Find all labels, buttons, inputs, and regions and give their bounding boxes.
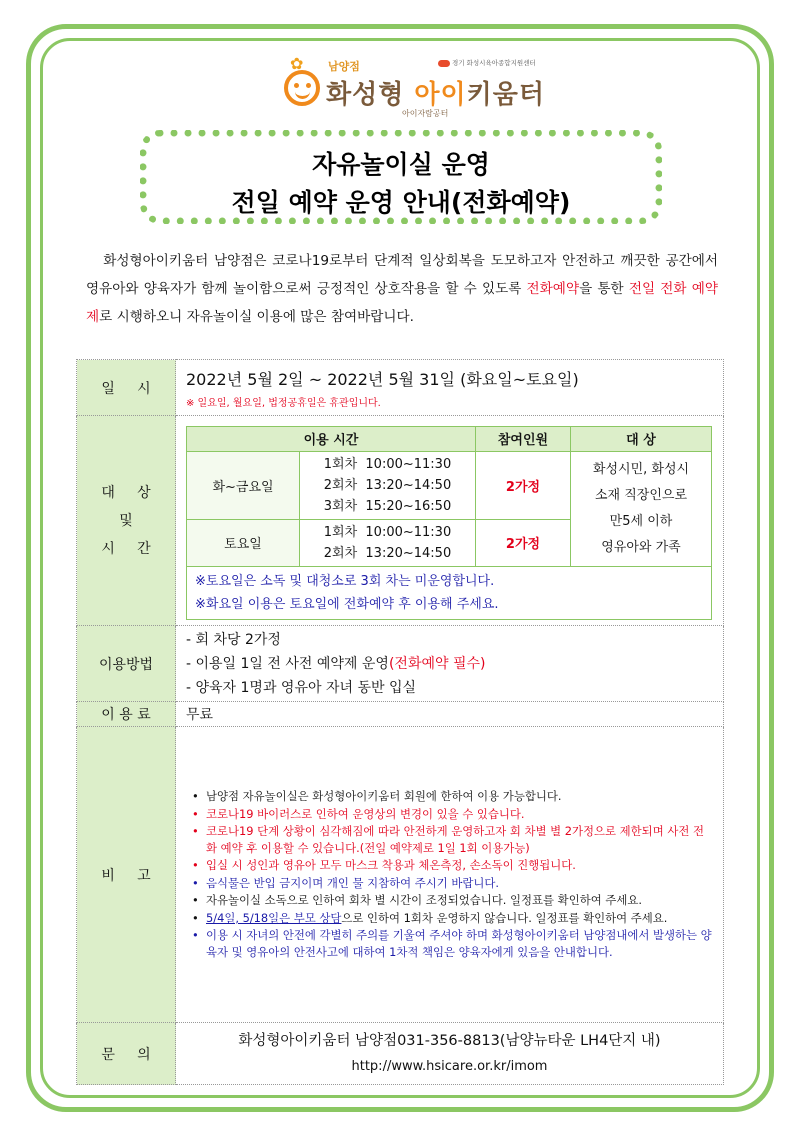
method-line-2b: (전화예약 필수)	[388, 655, 486, 672]
schedule-header	[187, 426, 712, 451]
saturday-label: 토요일	[187, 519, 300, 566]
saturday-session-1: 1회차 10:00~11:30	[323, 524, 452, 540]
row-date	[77, 360, 724, 416]
target-line-1: 화성시민, 화성시	[592, 461, 690, 477]
closed-note: ※ 일요일, 월요일, 법정공휴일은 휴관입니다.	[186, 397, 381, 409]
saturday-session-2: 2회차 13:20~14:50	[323, 545, 452, 561]
saturday-count: 2가정	[476, 519, 571, 566]
method-line-3: - 양육자 1명과 영유아 자녀 동반 입실	[186, 679, 416, 696]
smile-face-icon	[284, 70, 320, 106]
remark-7-highlight: 5/4일, 5/18일은 부모 상담	[206, 910, 342, 925]
row-method	[77, 626, 724, 702]
logo-name-b: 아이	[414, 80, 467, 110]
label-remarks: 비 고	[77, 727, 176, 1023]
target-line-2: 소재 직장인으로	[594, 487, 688, 503]
intro-text-3: 로 시행하오니 자유놀이실 이용에 많은 참여바랍니다.	[99, 309, 414, 325]
label-method: 이용방법	[77, 626, 176, 702]
schedule-table	[186, 426, 712, 567]
weekday-count: 2가정	[476, 451, 571, 519]
intro-text-2: 을 통한	[579, 281, 629, 297]
logo-subtitle: 아이자람공터	[402, 109, 449, 118]
info-table	[76, 359, 724, 1085]
row-target	[77, 416, 724, 626]
weekday-session-1: 1회차 10:00~11:30	[323, 456, 452, 472]
header-time: 이용 시간	[187, 426, 476, 451]
website-link[interactable]: http://www.hsicare.or.kr/imom	[351, 1058, 548, 1074]
remark-8: • 이용 시 자녀의 안전에 각별히 주의를 기울여 주셔야 하며 화성형아이키움터 남양점내에서 발생하는 양육자 및 영유아의 안전사고에 대하여 1차적 책임은 양육자에게 있음을 안내합니다.	[190, 927, 713, 960]
label-date: 일 시	[77, 360, 176, 416]
label-fee: 이 용 료	[77, 702, 176, 727]
tuesday-note: ※화요일 이용은 토요일에 전화예약 후 이용해 주세요.	[195, 596, 499, 612]
title-box	[140, 130, 662, 224]
label-contact: 문 의	[77, 1023, 176, 1085]
schedule-notes	[186, 567, 712, 620]
remark-4: • 입실 시 성인과 영유아 모두 마스크 착용과 체온측정, 손소독이 진행됩니다.	[190, 857, 713, 874]
method-cell	[176, 626, 724, 702]
org-name: 경기 화성시육아종합지원센터	[452, 59, 536, 67]
weekday-label: 화~금요일	[187, 451, 300, 519]
org-logo	[438, 58, 536, 67]
saturday-times	[300, 519, 476, 566]
row-contact	[77, 1023, 724, 1085]
saturday-note: ※토요일은 소독 및 대청소로 3회 차는 미운영합니다.	[195, 573, 495, 589]
logo-name-a: 화성형	[326, 80, 405, 110]
label-target-3: 시 간	[101, 540, 151, 557]
logo-name	[326, 74, 545, 111]
intro-highlight-2: 전일 전화 예약제	[86, 281, 718, 325]
target-description	[571, 451, 712, 566]
contact-info: 화성형아이키움터 남양점031-356-8813(남양뉴타운 LH4단지 내)	[238, 1032, 661, 1049]
method-line-2a: - 이용일 1일 전 사전 예약제 운영	[186, 655, 389, 672]
date-cell	[176, 360, 724, 416]
remark-3: • 코로나19 단계 상황이 심각해짐에 따라 안전하게 운영하고자 회 차별 별 2가정으로 제한되며 사전 전화 예약 후 이용할 수 있습니다.(전일 예약제로 1일 1회 이용가능)	[190, 823, 713, 856]
weekday-session-2: 2회차 13:20~14:50	[323, 477, 452, 493]
remark-7	[190, 910, 713, 927]
label-target	[77, 416, 176, 626]
logo	[278, 52, 546, 124]
remark-7-text: 으로 인하여 1회차 운영하지 않습니다. 일정표를 확인하여 주세요.	[341, 910, 668, 925]
sprout-icon: ✿	[290, 54, 304, 73]
method-line-2	[186, 652, 713, 676]
title-line-2: 전일 예약 운영 안내(전화예약)	[231, 188, 571, 217]
fee-value: 무료	[176, 702, 724, 727]
label-target-2: 및	[119, 512, 133, 529]
header-target: 대 상	[571, 426, 712, 451]
contact-cell	[176, 1023, 724, 1085]
row-fee	[77, 702, 724, 727]
logo-branch: 남양점	[328, 60, 360, 73]
remarks-list	[180, 788, 713, 960]
target-line-4: 영유아와 가족	[601, 539, 681, 555]
remark-1: • 남양점 자유놀이실은 화성형아이키움터 회원에 한하여 이용 가능합니다.	[190, 788, 713, 805]
remark-6: • 자유놀이실 소독으로 인하여 회차 별 시간이 조정되었습니다. 일정표를 확인하여 주세요.	[190, 892, 713, 909]
intro-paragraph	[86, 247, 718, 331]
row-remarks	[77, 727, 724, 1023]
org-mark-icon	[438, 60, 450, 67]
label-target-1: 대 상	[101, 484, 151, 501]
remark-2: • 코로나19 바이러스로 인하여 운영상의 변경이 있을 수 있습니다.	[190, 806, 713, 823]
schedule-row-weekday	[187, 451, 712, 519]
intro-highlight-1: 전화예약	[526, 281, 580, 297]
remark-5: • 음식물은 반입 금지이며 개인 물 지참하여 주시기 바랍니다.	[190, 875, 713, 892]
weekday-times	[300, 451, 476, 519]
schedule-cell	[176, 416, 724, 626]
logo-name-c: 키움터	[466, 80, 546, 110]
date-value: 2022년 5월 2일 ~ 2022년 5월 31일 (화요일~토요일)	[186, 369, 579, 389]
remarks-cell	[176, 727, 724, 1023]
method-line-1: - 회 차당 2가정	[186, 631, 281, 648]
intro-text-1: 화성형아이키움터 남양점은 코로나19로부터 단계적 일상회복을 도모하고자 안전하고 깨끗한 공간에서 영유아와 양육자가 함께 놀이함으로써 긍정적인 상호작용을 할 수 있도록	[86, 253, 718, 297]
title-line-1: 자유놀이실 운영	[312, 150, 490, 179]
header-count: 참여인원	[476, 426, 571, 451]
weekday-session-3: 3회차 15:20~16:50	[323, 498, 452, 514]
target-line-3: 만5세 이하	[609, 513, 673, 529]
